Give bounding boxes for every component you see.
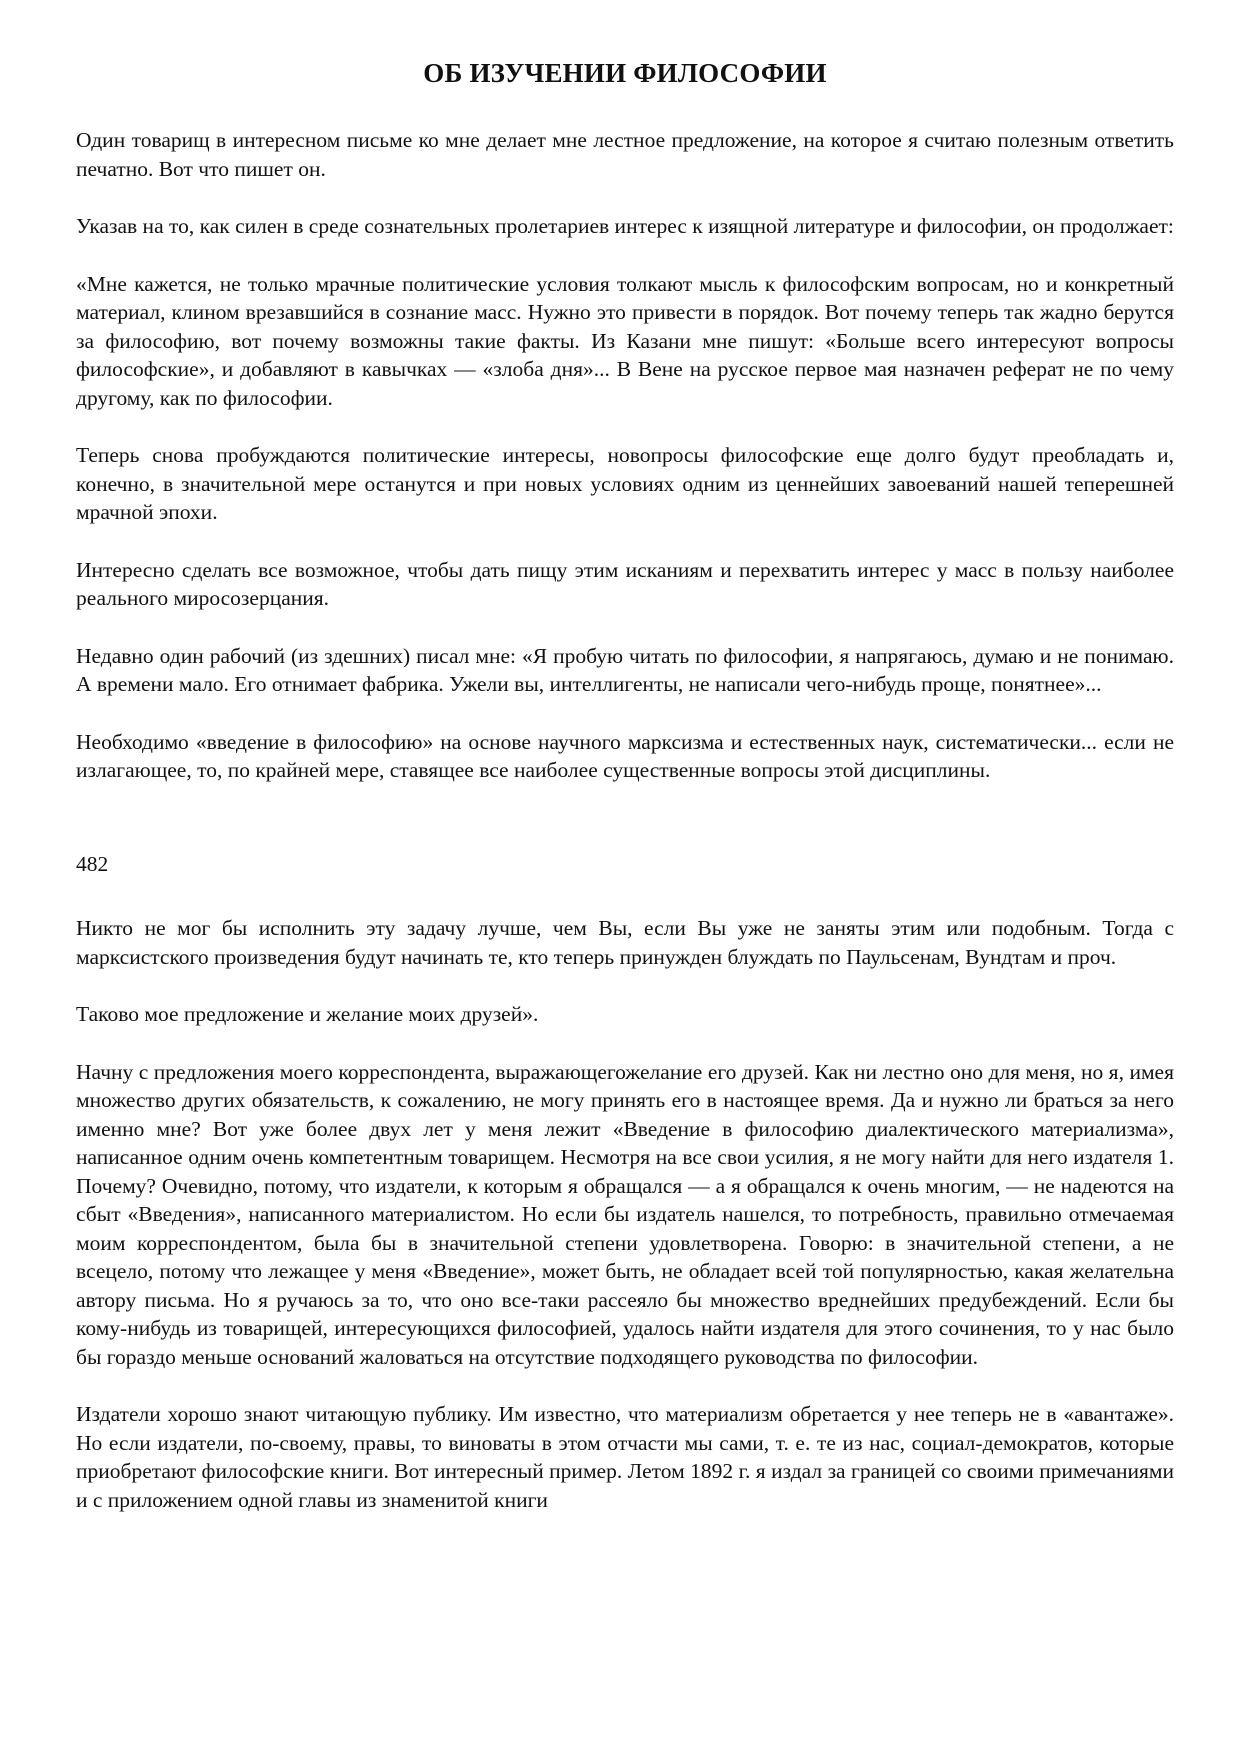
- paragraph: Один товарищ в интересном письме ко мне делает мне лестное предложение, на которое я считаю полезным ответить печатно. Вот что пишет он.: [76, 128, 1174, 181]
- paragraph: Недавно один рабочий (из здешних) писал мне: «Я пробую читать по философии, я напрягаюсь, думаю и не понимаю. А времени мало. Его отнимает фабрика. Ужели вы, интеллигенты, не написали чего-нибудь проще, понятнее»...: [76, 643, 1174, 696]
- paragraph: Начну с предложения моего корреспондента, выражающегожелание его друзей. Как ни лестно оно для меня, но я, имея множество других обязательств, к сожалению, не могу принять его в настоящее время. Да и нужно ли браться за него именно мне? Вот уже более двух лет у меня лежит «Введение в философию диалектического материализма», написанное одним очень компетентным товарищем. Несмотря на все свои усилия, я не могу найти для него издателя 1. Почему? Очевидно, потому, что издатели, к которым я обращался — а я обращался к очень многим, — не надеются на сбыт «Введения», написанного материалистом. Но если бы издатель нашелся, то потребность, правильно отмечаемая моим корреспондентом, была бы в значительной степени удовлетворена. Говорю: в значительной степени, а не всецело, потому что лежащее у меня «Введение», может быть, не обладает всей той популярностью, какая желательна автору письма. Но я ручаюсь за то, что оно все-таки рассеяло бы множество вреднейших предубеждений. Если бы кому-нибудь из товарищей, интересующихся философией, удалось найти издателя для этого сочинения, то у нас было бы гораздо меньше оснований жаловаться на отсутствие подходящего руководства по философии.: [76, 1059, 1174, 1369]
- paragraph: Теперь снова пробуждаются политические интересы, новопросы философские еще долго будут преобладать и, конечно, в значительной мере останутся и при новых условиях одним из ценнейших завоеваний нашей теперешней мрачной эпохи.: [76, 443, 1174, 524]
- page-number: 482: [76, 851, 109, 876]
- paragraph: Таково мое предложение и желание моих друзей».: [76, 1002, 539, 1026]
- paragraph: Необходимо «введение в философию» на основе научного марксизма и естественных наук, систематически... если не излагающее, то, по крайней мере, ставящее все наиболее существенные вопросы этой дисциплины.: [76, 729, 1174, 782]
- paragraph: Указав на то, как силен в среде сознательных пролетариев интерес к изящной литературе и философии, он продолжает:: [76, 214, 1174, 238]
- paragraph: Никто не мог бы исполнить эту задачу лучше, чем Вы, если Вы уже не заняты этим или подобным. Тогда с марксистского произведения будут начинать те, кто теперь принужден блуждать по Паульсенам, Вундтам и проч.: [76, 916, 1174, 969]
- paragraph: «Мне кажется, не только мрачные политические условия толкают мысль к философским вопросам, но и конкретный материал, клином врезавшийся в сознание масс. Нужно это привести в порядок. Вот почему теперь так жадно берутся за философию, вот почему возможны такие факты. Из Казани мне пишут: «Больше всего интересуют вопросы философские», и добавляют в кавычках — «злоба дня»... В Вене на русское первое мая назначен реферат не по чему другому, как по философии.: [76, 271, 1174, 410]
- document-title: ОБ ИЗУЧЕНИИ ФИЛОСОФИИ: [423, 58, 827, 88]
- paragraph: Интересно сделать все возможное, чтобы дать пищу этим исканиям и перехватить интерес у масс в пользу наиболее реального миросозерцания.: [76, 557, 1174, 610]
- document-page: [76, 52, 1174, 1543]
- paragraph: Издатели хорошо знают читающую публику. Им известно, что материализм обретается у нее теперь не в «авантаже». Но если издатели, по-своему, правы, то виноваты в этом отчасти мы сами, т. е. те из нас, социал-демократов, которые приобретают философские книги. Вот интересный пример. Летом 1892 г. я издал за границей со своими примечаниями и с приложением одной главы из знаменитой книги: [76, 1402, 1174, 1512]
